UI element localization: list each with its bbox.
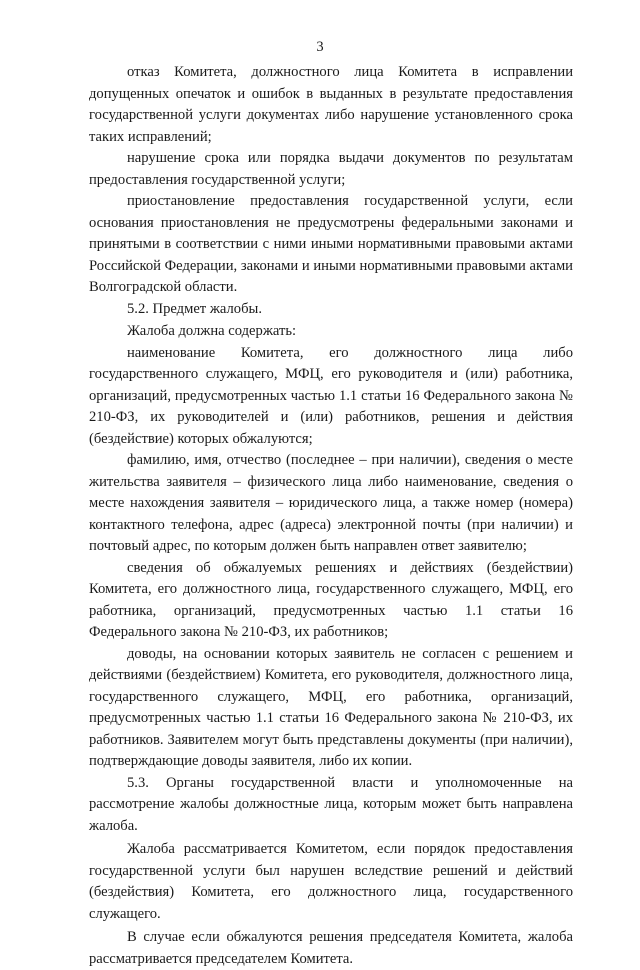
paragraph-chairman-review: В случае если обжалуются решения председателя Комитета, жалоба рассматривается председателем Комитета. xyxy=(89,929,573,967)
paragraph-appealed-decisions: сведения об обжалуемых решениях и действиях (бездействии) Комитета, его должностного лица, государственного служащего, МФЦ, его работника, организаций, предусмотренных частью 1.1 статьи 16 Федерального закона № 210-ФЗ, их работников; xyxy=(89,559,573,640)
paragraph-suspension: приостановление предоставления государственной услуги, если основания приостановления не предусмотрены федеральными законами и принятыми в соответствии с ними иными нормативными правовыми актами Российской Федерации, законами и иными нормативными правовыми актами Волгоградской области. xyxy=(89,193,573,295)
document-body xyxy=(89,62,573,970)
paragraph-complaint-must-contain: Жалоба должна содержать: xyxy=(127,323,297,339)
paragraph-applicant-details: фамилию, имя, отчество (последнее – при наличии), сведения о месте жительства заявителя – физического лица либо наименование, сведения о месте нахождения заявителя – юридического лица, а также номер (номера) контактного телефона, адрес (адреса) электронной почты (при наличии) и почтовый адрес, по которым должен быть направлен ответ заявителю; xyxy=(89,452,573,554)
section-heading-5-2: 5.2. Предмет жалобы. xyxy=(127,300,262,317)
paragraph-respondent-name: наименование Комитета, его должностного лица либо государственного служащего, МФЦ, его руководителя и (или) работника, организаций, предусмотренных частью 1.1 статьи 16 Федерального закона № 210-ФЗ, их руководителей и (или) работников, решения и действия (бездействие) которых обжалуются; xyxy=(89,344,573,447)
paragraph-correction-refusal: отказ Комитета, должностного лица Комитета в исправлении допущенных опечаток и ошибок в выданных в результате предоставления государственной услуги документах либо нарушение установленного срока таких исправлений; xyxy=(89,64,573,145)
page-number: 3 xyxy=(316,39,324,55)
paragraph-committee-review: Жалоба рассматривается Комитетом, если порядок предоставления государственной услуги был нарушен вследствие решений и действий (бездействия) Комитета, его должностного лица, государственного служащего. xyxy=(89,841,573,922)
paragraph-deadline-violation: нарушение срока или порядка выдачи документов по результатам предоставления государственной услуги; xyxy=(89,150,573,188)
section-heading-5-3: 5.3. Органы государственной власти и уполномоченные на рассмотрение жалобы должностные лица, которым может быть направлена жалоба. xyxy=(89,774,573,834)
paragraph-arguments: доводы, на основании которых заявитель не согласен с решением и действиями (бездействием) Комитета, его руководителя, должностного лица, государственного служащего, МФЦ, его работника, организаций, предусмотренных частью 1.1 статьи 16 Федерального закона № 210-ФЗ, их работников. Заявителем могут быть представлены документы (при наличии), подтверждающие доводы заявителя, либо их копии. xyxy=(89,645,573,769)
